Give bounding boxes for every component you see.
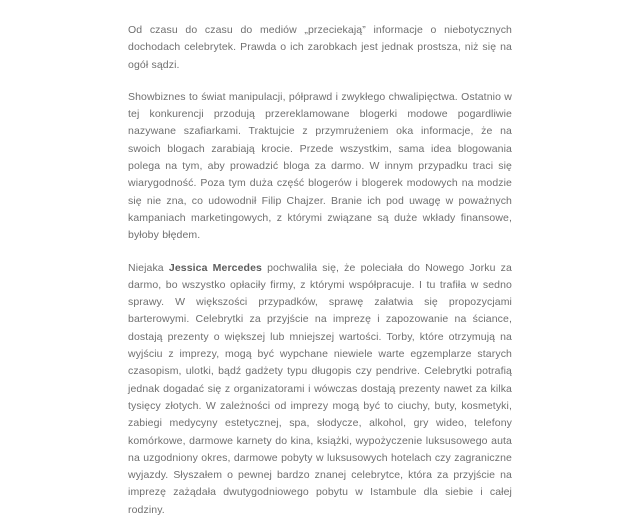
article-paragraph-3 (128, 260, 512, 519)
paragraph-3-prefix: Niejaka (128, 261, 169, 274)
paragraph-3-suffix: pochwaliła się, że poleciała do Nowego Jorku za darmo, bo wszystko opłaciły firmy, z którymi współpracuje. I tu trafiła w sedno sprawy. W większości przypadków, sprawę załatwia się propozycjami barterowymi. Celebrytki za przyjście na imprezę i zapozowanie na ściance, dostają prezenty o większej lub mniejszej wartości. Torby, które otrzymują na wyjściu z imprezy, mogą być wypchane niewiele warte egzemplarze starych czasopism, ulotki, bądź gadżety typu długopis czy pendrive. Celebrytki potrafią jednak dogadać się z organizatorami i wówczas dostają prezenty nawet za kilka tysięcy złotych. W zależności od imprezy mogą być to ciuchy, buty, kosmetyki, zabiegi medycyny estetycznej, spa, słodycze, alkohol, gry wideo, telefony komórkowe, darmowe karnety do kina, książki, wypożyczenie luksusowego auta na uzgodniony okres, darmowe pobyty w luksusowych hotelach czy zagraniczne wyjazdy. Słyszałem o pewnej bardzo znanej celebrytce, która za przyjście na imprezę zażądała dwutygodniowego pobytu w Istambule dla siebie i całej rodziny. (128, 261, 512, 516)
article-paragraph-2: Showbiznes to świat manipulacji, półprawd i zwykłego chwalipięctwa. Ostatnio w tej konkurencji przodują przereklamowane blogerki modowe pogardliwie nazywane szafiarkami. Traktujcie z przymrużeniem oka informacje, że na swoich blogach zarabiają krocie. Przede wszystkim, sama idea blogowania polega na tym, aby prowadzić bloga za darmo. W innym przypadku traci się wiarygodność. Poza tym duża część blogerów i blogerek modowych na modzie się nie zna, co udowodnił Filip Chajzer. Branie ich pod uwagę w poważnych kampaniach marketingowych, z którymi związane są duże wkłady finansowe, byłoby błędem. (128, 90, 512, 242)
celebrity-name-highlight: Jessica Mercedes (168, 261, 262, 274)
article-body (128, 22, 512, 519)
article-paragraph-1: Od czasu do czasu do mediów „przeciekają” informacje o niebotycznych dochodach celebrytek. Prawda o ich zarobkach jest jednak prostsza, niż się na ogół sądzi. (128, 24, 512, 71)
